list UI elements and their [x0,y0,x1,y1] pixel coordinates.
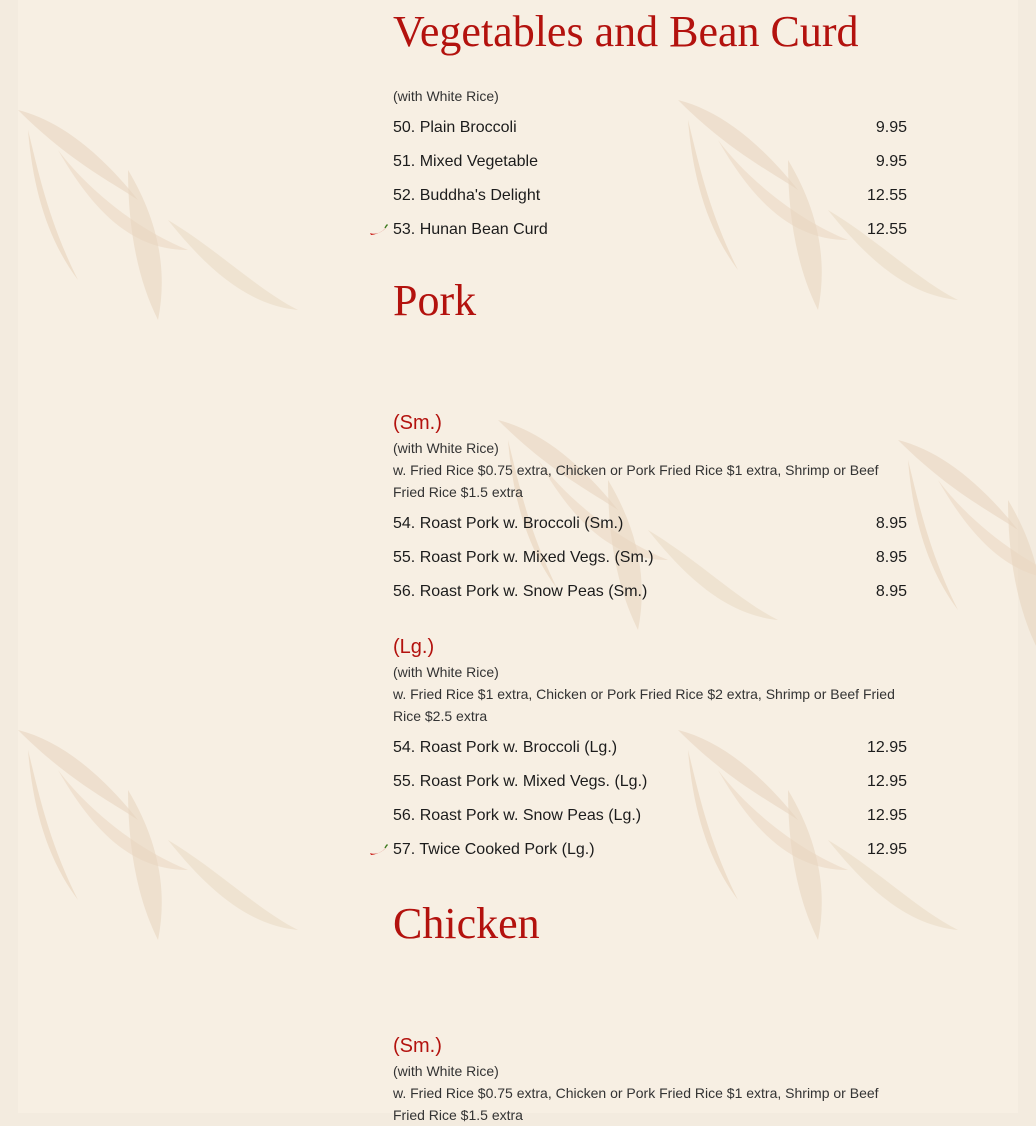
menu-page [18,0,1018,1123]
item-name: 56. Roast Pork w. Snow Peas (Lg.) [393,807,642,824]
chili-pepper-icon [369,224,388,236]
menu-item [393,799,907,833]
fried-rice-extras: w. Fried Rice $0.75 extra, Chicken or Pork Fried Rice $1 extra, Shrimp or Beef Fried Rice $1.5 extra [393,462,879,500]
rice-note: (with White Rice) [393,664,499,680]
section-pork [393,276,907,867]
menu-item [393,213,907,247]
item-price: 12.55 [866,187,907,204]
item-price: 8.95 [875,549,907,566]
menu-item [393,507,907,541]
item-name: 55. Roast Pork w. Mixed Vegs. (Sm.) [393,549,654,566]
rice-note: (with White Rice) [393,1063,499,1079]
item-list [393,731,907,867]
item-price: 8.95 [875,515,907,532]
item-name: 51. Mixed Vegetable [393,153,538,170]
size-label: (Sm.) [393,1035,442,1057]
item-price: 12.95 [866,739,907,756]
item-price: 9.95 [875,153,907,170]
menu-item [393,541,907,575]
rice-note: (with White Rice) [393,88,499,104]
chili-pepper-icon [369,844,388,856]
item-list [393,507,907,609]
menu-item [393,575,907,609]
section-title-vegetables: Vegetables and Bean Curd [393,7,859,56]
size-group-large [393,633,907,867]
menu-item [393,833,907,867]
size-label: (Lg.) [393,636,435,658]
item-name: 54. Roast Pork w. Broccoli (Lg.) [393,739,618,756]
item-price: 12.95 [866,807,907,824]
item-name: 53. Hunan Bean Curd [393,221,548,238]
menu-item [393,731,907,765]
item-list [393,111,907,247]
item-name: 56. Roast Pork w. Snow Peas (Sm.) [393,583,648,600]
size-group-small [393,1032,907,1126]
menu-item [393,111,907,145]
size-label: (Sm.) [393,412,442,434]
section-title-chicken: Chicken [393,899,540,948]
item-name: 50. Plain Broccoli [393,119,517,136]
item-price: 9.95 [875,119,907,136]
size-group-small [393,409,907,609]
item-name: 57. Twice Cooked Pork (Lg.) [393,841,595,858]
item-name: 54. Roast Pork w. Broccoli (Sm.) [393,515,624,532]
item-price: 12.95 [866,841,907,858]
fried-rice-extras: w. Fried Rice $0.75 extra, Chicken or Pork Fried Rice $1 extra, Shrimp or Beef Fried Rice $1.5 extra [393,1085,879,1123]
item-name: 55. Roast Pork w. Mixed Vegs. (Lg.) [393,773,648,790]
menu-item [393,179,907,213]
item-price: 12.95 [866,773,907,790]
item-price: 8.95 [875,583,907,600]
section-vegetables [393,7,907,247]
rice-note: (with White Rice) [393,440,499,456]
section-chicken [393,899,907,1126]
item-price: 12.55 [866,221,907,238]
fried-rice-extras: w. Fried Rice $1 extra, Chicken or Pork Fried Rice $2 extra, Shrimp or Beef Fried Rice $2.5 extra [393,686,895,724]
section-title-pork: Pork [393,276,477,325]
menu-item [393,145,907,179]
menu-item [393,765,907,799]
item-name: 52. Buddha's Delight [393,187,541,204]
